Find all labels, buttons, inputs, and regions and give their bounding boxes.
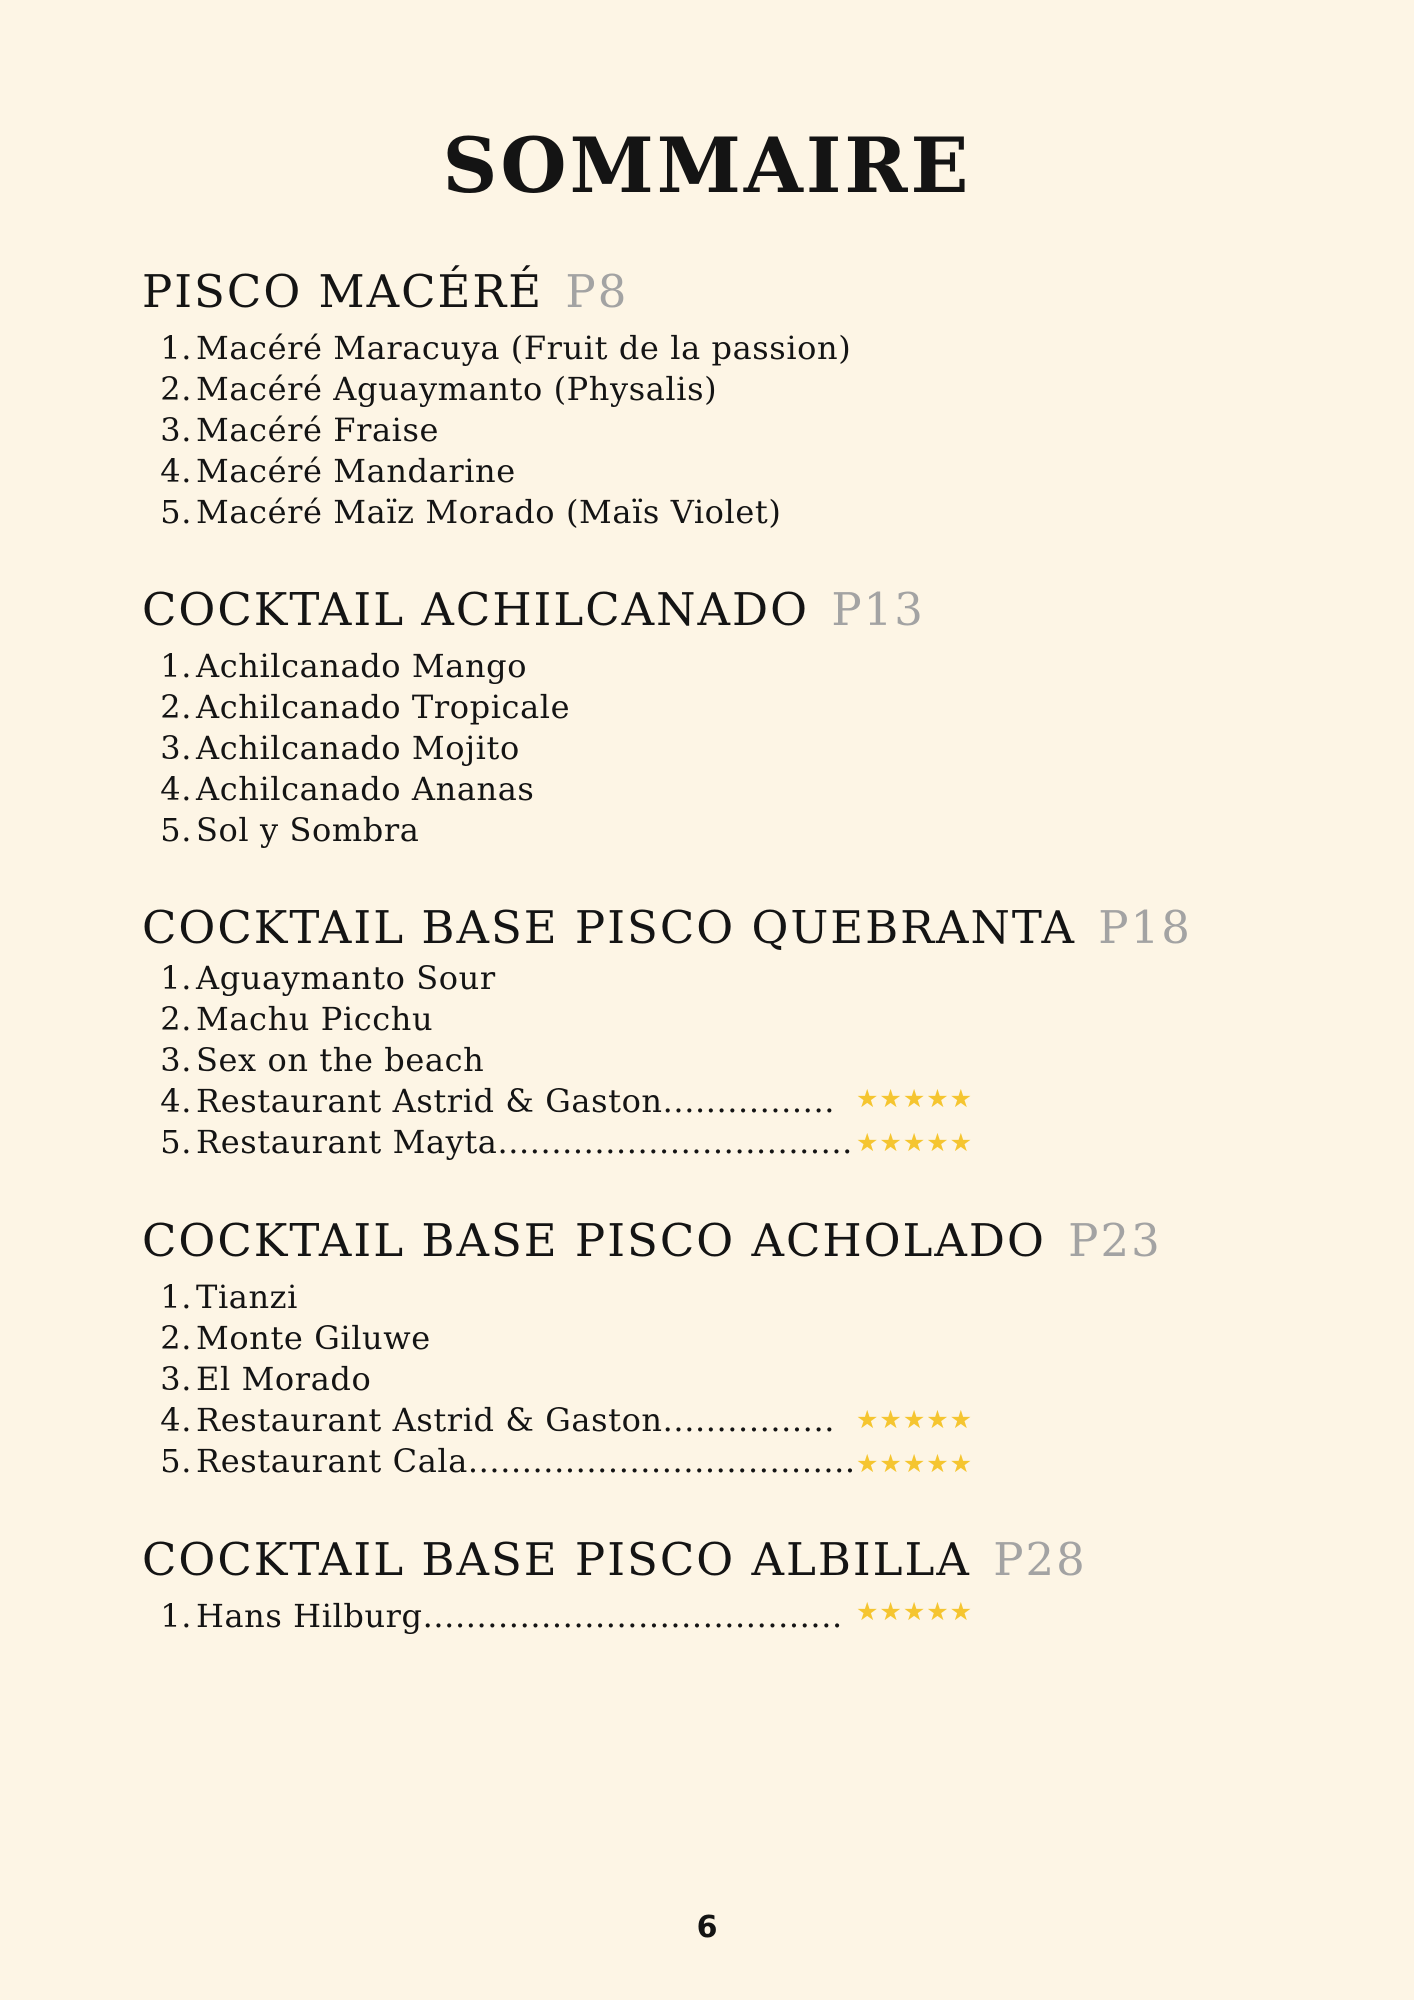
star-rating: ★★★★★ [856,1449,974,1478]
section-item-list [142,1277,1292,1482]
item-label: Achilcanado Mojito [196,729,520,767]
item-number: 4. [160,1082,192,1120]
item-number: 1. [160,1597,192,1635]
list-item [142,1441,1292,1482]
list-item [142,1596,1292,1637]
item-label: Achilcanado Tropicale [196,688,571,726]
list-item [142,1040,1292,1081]
item-number: 4. [160,1401,192,1439]
item-label: Restaurant Cala.................................... [196,1442,856,1480]
star-rating: ★★★★★ [856,1405,974,1434]
item-number: 3. [160,729,192,767]
section-page-ref: P18 [1098,901,1192,954]
item-label: Macéré Maracuya (Fruit de la passion) [196,329,852,367]
item-number: 2. [160,1000,192,1038]
section-page-ref: P28 [993,1533,1087,1586]
item-label: Achilcanado Ananas [196,770,535,808]
item-number: 3. [160,1041,192,1079]
list-item [142,1359,1292,1400]
section-title-text: COCKTAIL ACHILCANADO [142,583,809,636]
list-item [142,410,1292,451]
item-number: 5. [160,493,192,531]
section-title [142,584,1292,636]
item-label: Macéré Maïz Morado (Maïs Violet) [196,493,782,531]
section-cocktail-acholado [142,1215,1292,1482]
item-number: 4. [160,452,192,490]
section-item-list [142,646,1292,851]
list-item [142,810,1292,851]
list-item [142,769,1292,810]
list-item [142,451,1292,492]
section-cocktail-quebranta [142,902,1292,1163]
item-number: 5. [160,811,192,849]
star-rating: ★★★★★ [856,1597,974,1626]
list-item [142,1122,1292,1163]
list-item [142,492,1292,533]
item-number: 1. [160,1278,192,1316]
section-title [142,1534,1292,1586]
list-item [142,1277,1292,1318]
section-pisco-macere [142,266,1292,533]
item-label: Restaurant Mayta................................. [196,1123,853,1161]
section-item-list [142,958,1292,1163]
item-label: Macéré Mandarine [196,452,516,490]
section-title [142,902,1292,954]
section-title [142,266,1292,318]
item-number: 5. [160,1123,192,1161]
item-number: 1. [160,959,192,997]
item-number: 2. [160,370,192,408]
item-label: Tianzi [196,1278,298,1316]
section-title-text: COCKTAIL BASE PISCO ALBILLA [142,1533,971,1586]
list-item [142,369,1292,410]
list-item [142,687,1292,728]
item-label: Aguaymanto Sour [196,959,496,997]
section-title [142,1215,1292,1267]
section-item-list [142,328,1292,533]
list-item [142,1081,1292,1122]
page-title: SOMMAIRE [442,121,972,210]
item-label: Restaurant Astrid & Gaston................ [196,1082,835,1120]
list-item [142,728,1292,769]
item-label: Restaurant Astrid & Gaston................ [196,1401,835,1439]
item-number: 4. [160,770,192,808]
item-label: Machu Picchu [196,1000,434,1038]
item-label: Monte Giluwe [196,1319,431,1357]
item-number: 5. [160,1442,192,1480]
section-cocktail-albilla [142,1534,1292,1637]
section-cocktail-achilcanado [142,584,1292,851]
item-label: Macéré Fraise [196,411,440,449]
item-label: Macéré Aguaymanto (Physalis) [196,370,718,408]
section-item-list [142,1596,1292,1637]
section-title-text: PISCO MACÉRÉ [142,265,544,318]
section-title-text: COCKTAIL BASE PISCO QUEBRANTA [142,901,1076,954]
page-number: 6 [696,1910,718,1945]
section-page-ref: P23 [1068,1214,1162,1267]
item-label: Sex on the beach [196,1041,485,1079]
item-number: 1. [160,647,192,685]
list-item [142,1318,1292,1359]
item-label: El Morado [196,1360,372,1398]
item-label: Achilcanado Mango [196,647,528,685]
section-page-ref: P13 [831,583,925,636]
item-label: Sol y Sombra [196,811,420,849]
star-rating: ★★★★★ [856,1084,974,1113]
item-number: 2. [160,1319,192,1357]
item-number: 3. [160,1360,192,1398]
item-number: 3. [160,411,192,449]
list-item [142,999,1292,1040]
item-label: Hans Hilburg....................................... [196,1597,843,1635]
section-title-text: COCKTAIL BASE PISCO ACHOLADO [142,1214,1046,1267]
list-item [142,646,1292,687]
section-page-ref: P8 [565,265,629,318]
star-rating: ★★★★★ [856,1128,974,1157]
item-number: 2. [160,688,192,726]
item-number: 1. [160,329,192,367]
list-item [142,1400,1292,1441]
list-item [142,328,1292,369]
list-item [142,958,1292,999]
